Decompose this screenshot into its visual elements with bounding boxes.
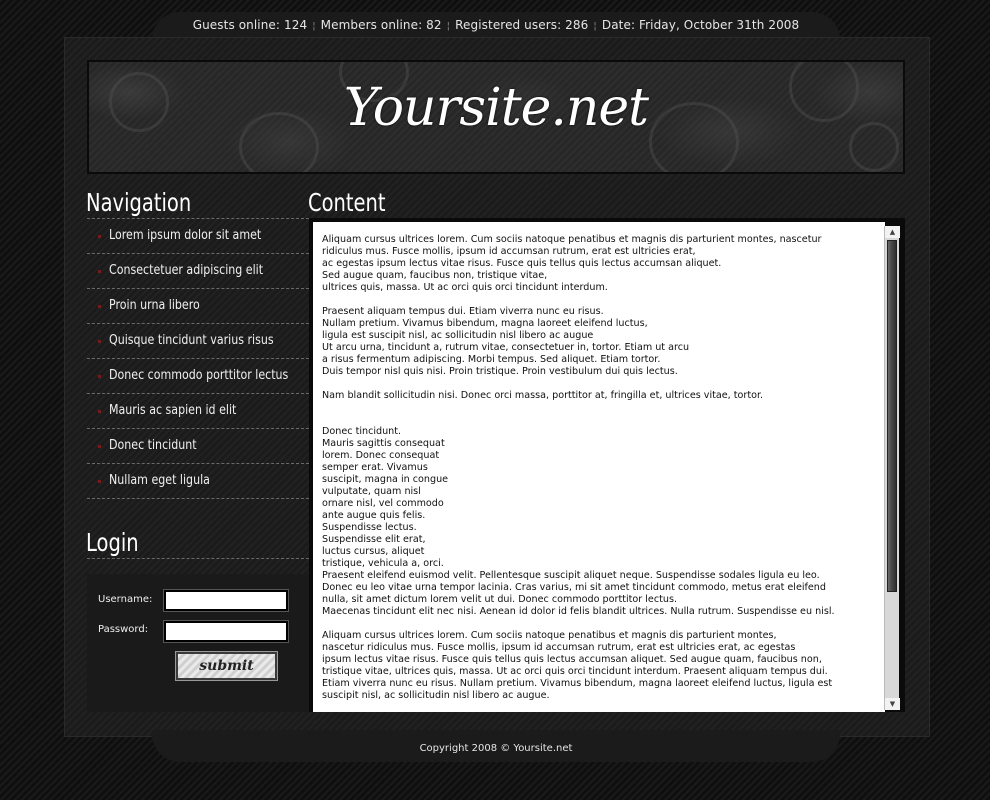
scroll-down-arrow-icon[interactable]: ▼ (885, 698, 900, 710)
registered-users: Registered users: 286 (455, 18, 589, 32)
nav-item-1[interactable] (87, 219, 309, 254)
status-separator: ¦ (312, 21, 316, 32)
bullet-icon (98, 410, 101, 413)
nav-item-6[interactable] (87, 394, 309, 429)
site-logo-title[interactable]: Yoursite.net (343, 78, 649, 138)
footer-copyright: Copyright 2008 © Yoursite.net (419, 743, 573, 754)
nav-item-5[interactable] (87, 359, 309, 394)
guests-online: Guests online: 124 (192, 18, 308, 32)
login-heading: Login (86, 528, 139, 557)
status-separator: ¦ (593, 21, 597, 32)
bullet-icon (98, 480, 101, 483)
submit-button[interactable]: submit (176, 652, 277, 680)
navigation-menu (87, 219, 309, 499)
bullet-icon (98, 375, 101, 378)
header-banner (87, 60, 905, 174)
bullet-icon (98, 340, 101, 343)
nav-item-label[interactable]: Mauris ac sapien id elit (109, 403, 237, 418)
current-date: Date: Friday, October 31th 2008 (601, 18, 800, 32)
nav-item-label[interactable]: Donec commodo porttitor lectus (109, 368, 289, 383)
nav-item-label[interactable]: Lorem ipsum dolor sit amet (109, 228, 262, 243)
nav-item-label[interactable]: Proin urna libero (109, 298, 200, 313)
nav-item-label[interactable]: Nullam eget ligula (109, 473, 210, 488)
username-label: Username: (98, 594, 153, 605)
heading-divider (87, 558, 309, 559)
members-online: Members online: 82 (320, 18, 442, 32)
site-status-bar (152, 18, 840, 36)
password-field[interactable] (164, 621, 288, 642)
nav-item-label[interactable]: Donec tincidunt (109, 438, 197, 453)
nav-item-3[interactable] (87, 289, 309, 324)
navigation-heading: Navigation (86, 188, 192, 217)
scroll-up-arrow-icon[interactable]: ▲ (885, 226, 900, 238)
content-text-area[interactable] (313, 222, 885, 712)
nav-item-4[interactable] (87, 324, 309, 359)
bullet-icon (98, 305, 101, 308)
content-heading: Content (308, 188, 386, 217)
scrollbar-thumb[interactable] (887, 240, 897, 592)
username-field[interactable] (164, 590, 288, 611)
bullet-icon (98, 445, 101, 448)
bullet-icon (98, 235, 101, 238)
content-body: Aliquam cursus ultrices lorem. Cum sociis natoque penatibus et magnis dis parturient montes, nascetur ridiculus mus. Fusce mollis, ipsum id accumsan rutrum, erat est ultricies erat, ac egestas ipsum lectus vitae risus. Fusce quis tellus quis lectus accumsan aliquet. Sed augue quam, faucibus non, tristique vitae, ultrices quis, massa. Ut ac orci quis orci tincidunt interdum. Praesent aliquam tempus dui. Etiam viverra nunc eu risus. Nullam pretium. Vivamus bibendum, magna laoreet eleifend luctus, ligula est suscipit nisl, ac sollicitudin nisl libero ac augue Ut arcu urna, tincidunt a, rutrum vitae, consectetuer in, tortor. Etiam ut arcu a risus fermentum adipiscing. Morbi tempus. Sed aliquet. Etiam tortor. Duis tempor nisl quis nisi. Proin tristique. Proin vestibulum dui quis lectus. Nam blandit sollicitudin nisi. Donec orci massa, porttitor at, fringilla et, ultrices vitae, tortor. Donec tincidunt. Mauris sagittis consequat lorem. Donec consequat semper erat. Vivamus suscipit, magna in congue vulputate, quam nisl ornare nisl, vel commodo ante augue quis felis. Suspendisse lectus. Suspendisse elit erat, luctus cursus, aliquet tristique, vehicula a, orci. Praesent eleifend euismod velit. Pellentesque suscipit aliquet neque. Suspendisse sodales ligula eu leo. Donec eu leo vitae urna tempor lacinia. Cras varius, mi sit amet tincidunt commodo, metus erat eleifend nulla, sit amet dictum lorem velit ut dui. Donec commodo porttitor lectus. Maecenas tincidunt elit nec nisi. Aenean id dolor id felis blandit ultrices. Nulla rutrum. Suspendisse eu nisl. Aliquam cursus ultrices lorem. Cum sociis natoque penatibus et magnis dis parturient montes, nascetur ridiculus mus. Fusce mollis, ipsum id accumsan rutrum, erat est ultricies erat, ac egestas ipsum lectus vitae risus. Fusce quis tellus quis lectus accumsan aliquet. Sed augue quam, faucibus non, tristique vitae, ultrices quis, massa. Ut ac orci quis orci tincidunt interdum. Praesent aliquam tempus dui. Etiam viverra nunc eu risus. Nullam pretium. Vivamus bibendum, magna laoreet eleifend luctus, ligula est suscipit nisl, ac sollicitudin nisl libero ac augue. (322, 234, 835, 701)
nav-item-label[interactable]: Consectetuer adipiscing elit (109, 263, 264, 278)
nav-item-7[interactable] (87, 429, 309, 464)
nav-item-2[interactable] (87, 254, 309, 289)
nav-item-label[interactable]: Quisque tincidunt varius risus (109, 333, 274, 348)
password-label: Password: (98, 624, 149, 635)
bullet-icon (98, 270, 101, 273)
content-scrollbar[interactable] (884, 226, 899, 710)
nav-item-8[interactable] (87, 464, 309, 499)
status-separator: ¦ (446, 21, 451, 32)
